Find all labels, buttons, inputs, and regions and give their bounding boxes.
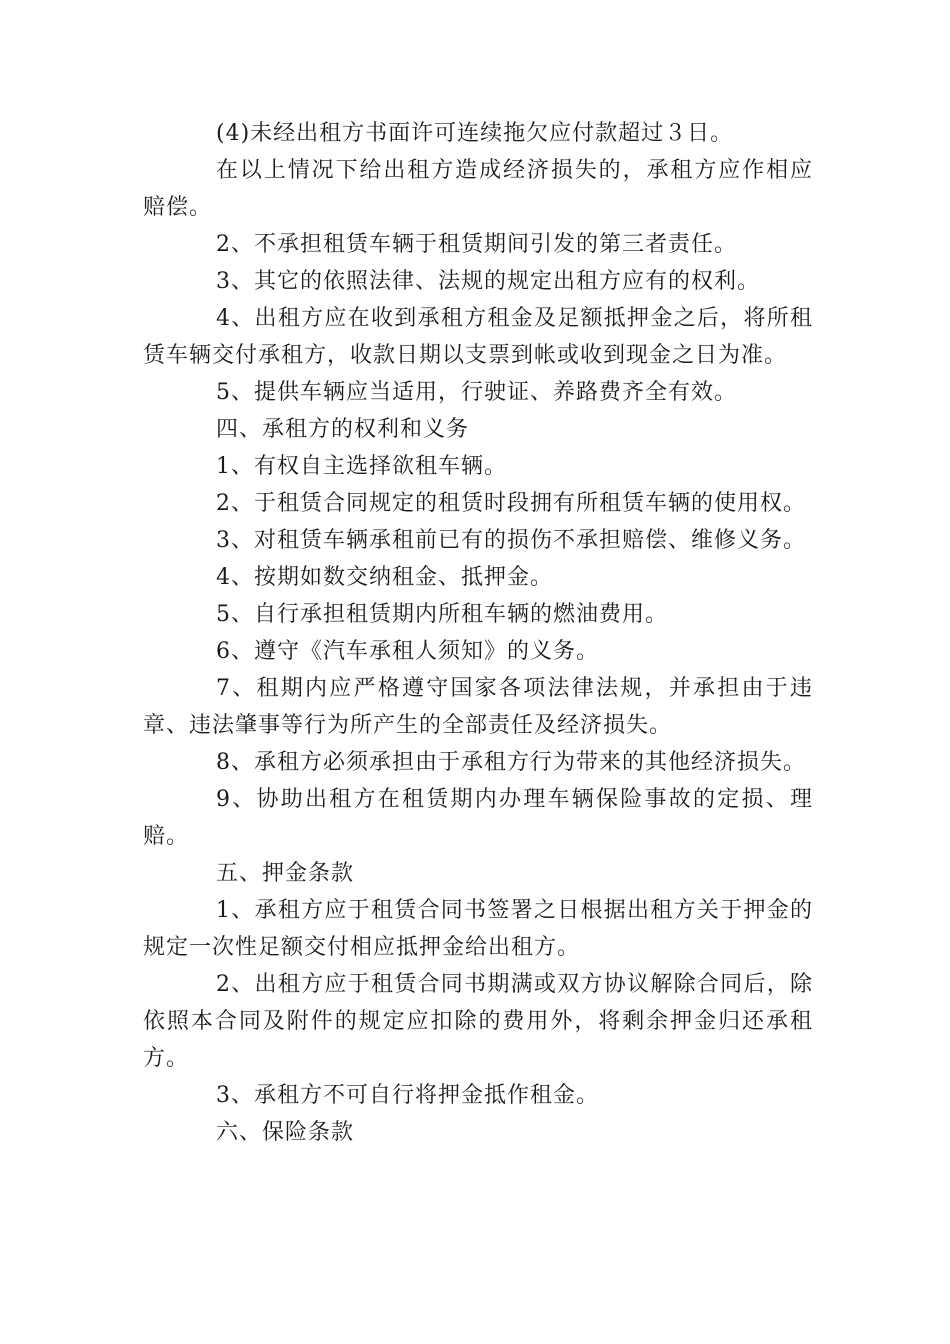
paragraph-lessor-item-2: 2、不承担租赁车辆于租赁期间引发的第三者责任。 xyxy=(216,232,737,257)
paragraph-lessee-item-8: 8、承租方必须承担由于承租方行为带来的其他经济损失。 xyxy=(216,750,806,775)
paragraph-lessee-item-6: 6、遵守《汽车承租人须知》的义务。 xyxy=(216,639,599,664)
document-body xyxy=(143,115,813,1151)
paragraph-deposit-item-2: 2、出租方应于租赁合同书期满或双方协议解除合同后，除依照本合同及附件的规定应扣除的费用外，将剩余押金归还承租方。 xyxy=(143,972,813,1071)
paragraph-lessee-item-3: 3、对租赁车辆承租前已有的损伤不承担赔偿、维修义务。 xyxy=(216,528,806,553)
paragraph-compensation: 在以上情况下给出租方造成经济损失的，承租方应作相应赔偿。 xyxy=(143,158,813,220)
paragraph-lessor-item-5: 5、提供车辆应当适用，行驶证、养路费齐全有效。 xyxy=(216,380,737,405)
paragraph-lessee-item-7: 7、租期内应严格遵守国家各项法律法规，并承担由于违章、违法肇事等行为所产生的全部责任及经济损失。 xyxy=(143,676,813,738)
section-heading-deposit: 五、押金条款 xyxy=(216,861,355,886)
paragraph-lessee-item-5: 5、自行承担租赁期内所租车辆的燃油费用。 xyxy=(216,602,668,627)
paragraph-lessee-item-1: 1、有权自主选择欲租车辆。 xyxy=(216,454,507,479)
paragraph-deposit-item-1: 1、承租方应于租赁合同书签署之日根据出租方关于押金的规定一次性足额交付相应抵押金给出租方。 xyxy=(143,898,813,960)
paragraph-lessor-item-4: 4、出租方应在收到承租方租金及足额抵押金之后，将所租赁车辆交付承租方，收款日期以支票到帐或收到现金之日为准。 xyxy=(143,306,813,368)
paragraph-lessor-item-3: 3、其它的依照法律、法规的规定出租方应有的权利。 xyxy=(216,269,760,294)
paragraph-deposit-item-3: 3、承租方不可自行将押金抵作租金。 xyxy=(216,1083,599,1108)
paragraph-lessee-item-2: 2、于租赁合同规定的租赁时段拥有所租赁车辆的使用权。 xyxy=(216,491,806,516)
paragraph-overdue-payment: (4)未经出租方书面许可连续拖欠应付款超过３日。 xyxy=(216,121,734,146)
paragraph-lessee-item-4: 4、按期如数交纳租金、抵押金。 xyxy=(216,565,553,590)
section-heading-lessee-rights: 四、承租方的权利和义务 xyxy=(216,417,470,442)
section-heading-insurance: 六、保险条款 xyxy=(216,1120,355,1145)
paragraph-lessee-item-9: 9、协助出租方在租赁期内办理车辆保险事故的定损、理赔。 xyxy=(143,787,813,849)
